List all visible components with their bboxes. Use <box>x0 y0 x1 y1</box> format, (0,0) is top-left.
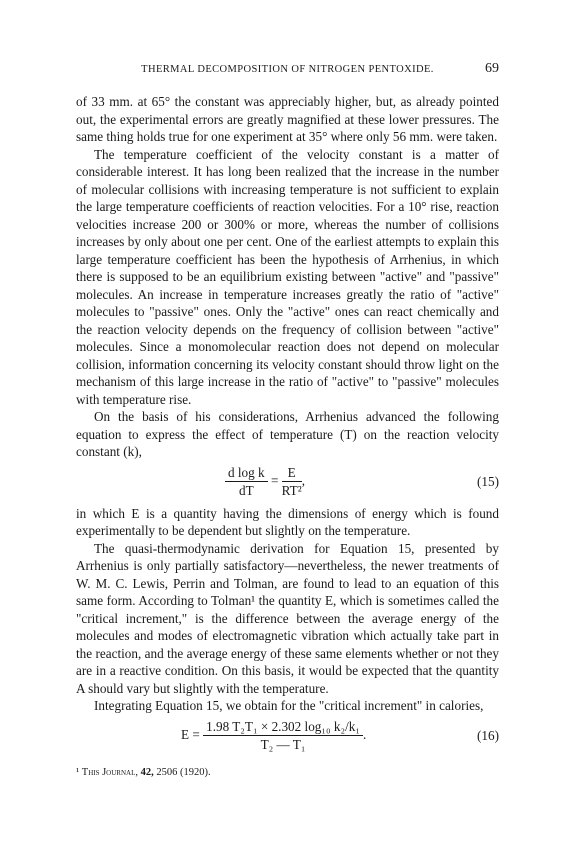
paragraph-3: On the basis of his considerations, Arrhenius advanced the following equation to express the effect of temperature (T) on the reaction velocity constant (k), <box>76 409 499 459</box>
footnote-volume: 42, <box>140 767 154 778</box>
eq15-rhs-denominator: RT² <box>281 482 302 498</box>
paragraph-5: The quasi-thermodynamic derivation for Equation 15, presented by Arrhenius is only partially satisfactory—nevertheless, the newer treatments of W. M. C. Lewis, Perrin and Tolman, are found to lead to an equation of this same form. According to Tolman¹ the quantity E, which is sometimes called the "critical increment," is the difference between the average energy of the molecules and modes of electromagnetic vibration which actually take part in the reaction, and the average energy of these same elements whether or not they are in a reactive condition. On this basis, it would be expected that the quantity A should vary but slightly with the temperature. <box>76 540 499 696</box>
paragraph-1: of 33 mm. at 65° the constant was appreciably higher, but, as already pointed out, the experimental errors are greatly magnified at these lower pressures. The same thing holds true for one experiment at 35° where only 56 mm. were taken. <box>76 94 499 144</box>
paragraph-2: The temperature coefficient of the velocity constant is a matter of considerable interest. It has long been realized that the increase in the number of molecular collisions with increasing temperature is not sufficient to explain the large temperature coefficients of reaction velocities. For a 10° rise, reaction velocities increase 200 or 300% or more, whereas the number of collisions increases by only about one per cent. One of the earliest attempts to explain this large temperature coefficient has been the hypothesis of Arrhenius, in which there is supposed to be an equilibrium existing between "active" and "passive" molecules. An increase in temperature increases greatly the ratio of "active" molecules to "passive" ones. Only the "active" ones can react chemically and the reaction velocity depends on the frequency of collision between "active" molecules. Since a monomolecular reaction does not depend on molecular collision, information concerning its velocity constant should throw light on the mechanism of this large increase in the ratio of "active" to "passive" molecules with temperature rise. <box>76 146 499 407</box>
equation-15 <box>76 461 499 505</box>
footnote-pages: 2506 (1920). <box>156 767 211 778</box>
footnote <box>76 766 499 779</box>
eq15-rhs-numerator: E <box>282 465 302 482</box>
eq16-fraction <box>203 719 363 753</box>
eq16-lhs: E = <box>181 726 200 742</box>
footnote-journal: This Journal, <box>81 767 138 778</box>
running-header <box>76 61 499 76</box>
eq16-period: . <box>362 726 367 742</box>
eq16-numerator: 1.98 T₂T₁ × 2.302 log₁₀ k₂/k₁ <box>203 719 363 736</box>
eq15-rhs-fraction <box>282 465 302 499</box>
eq15-lhs-numerator: d log k <box>225 465 268 482</box>
body-text <box>76 93 499 759</box>
paragraph-6: Integrating Equation 15, we obtain for the "critical increment" in calories, <box>94 698 484 713</box>
eq15-equals: = <box>270 472 279 488</box>
eq16-number: (16) <box>477 727 499 743</box>
page-number: 69 <box>485 61 499 76</box>
eq16-denominator: T₂ — T₁ <box>260 736 306 752</box>
footnote-marker: ¹ <box>76 767 80 778</box>
running-title: THERMAL DECOMPOSITION OF NITROGEN PENTOXIDE. <box>141 64 434 75</box>
equation-16 <box>76 715 499 759</box>
eq15-lhs-fraction <box>225 465 268 499</box>
eq15-comma: , <box>301 472 305 488</box>
eq15-number: (15) <box>477 473 499 489</box>
eq15-lhs-denominator: dT <box>238 482 254 498</box>
paragraph-4: in which E is a quantity having the dimensions of energy which is found experimentally to be dependent but slightly on the temperature. <box>76 505 499 538</box>
